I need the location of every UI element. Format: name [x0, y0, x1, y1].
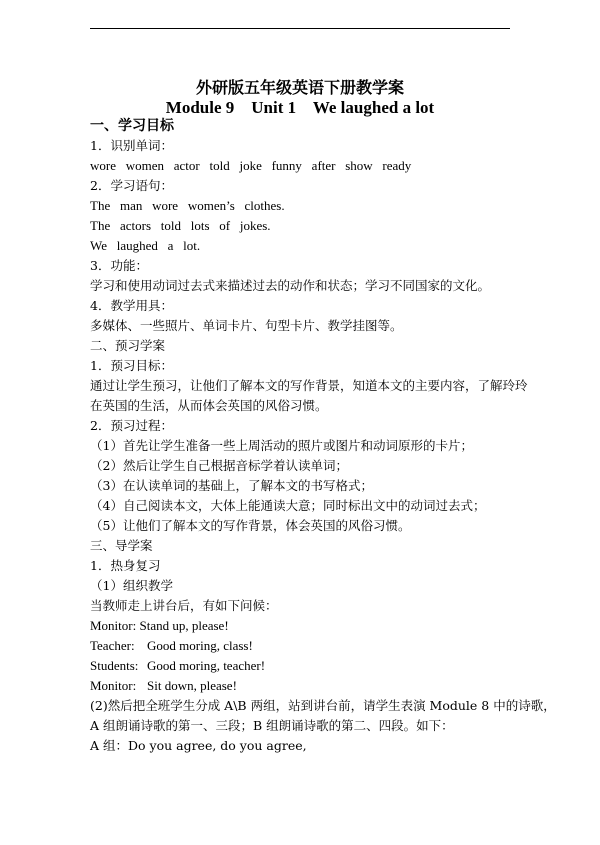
item-teaching-tools: 4．教学用具： — [90, 298, 173, 313]
dialog-speaker: Monitor: — [90, 678, 137, 693]
dialog-line — [90, 678, 237, 694]
section-heading-learning-goals: 一、学习目标 — [90, 118, 174, 134]
item-warm-up: 1．热身复习 — [90, 558, 161, 573]
item-word-recognition: 1．识别单词： — [90, 138, 173, 153]
dialog-speaker: Students: — [90, 658, 139, 673]
group-a-poem-line: A 组：Do you agree, do you agree, — [90, 738, 307, 753]
preview-goal-line-1: 通过让学生预习，让他们了解本文的写作背景，知道本文的主要内容，了解玲玲 — [90, 378, 528, 393]
process-step-5: （5）让他们了解本文的写作背景，体会英国的风俗习惯。 — [90, 518, 411, 533]
group-instruction-line-2: A 组朗诵诗歌的第一、三段；B 组朗诵诗歌的第二、四段。如下： — [90, 718, 454, 733]
dialog-speaker: Monitor: — [90, 618, 137, 633]
dialog-text: Stand up, please! — [139, 618, 229, 633]
item-function: 3．功能： — [90, 258, 148, 273]
dialog-line — [90, 658, 265, 674]
dialog-text: Good moring, class! — [147, 638, 253, 653]
dialog-text: Sit down, please! — [147, 678, 237, 693]
section-heading-preview: 二、预习学案 — [90, 338, 166, 353]
sentence-1: The man wore women’s clothes. — [90, 198, 285, 213]
process-step-1: （1）首先让学生准备一些上周活动的照片或图片和动词原形的卡片； — [90, 438, 473, 453]
process-step-3: （3）在认读单词的基础上，了解本文的书写格式； — [90, 478, 373, 493]
preview-goal-line-2: 在英国的生活，从而体会英国的风俗习惯。 — [90, 398, 328, 413]
page-title: 外研版五年级英语下册教学案 — [195, 78, 404, 97]
section-heading-guide: 三、导学案 — [90, 538, 153, 553]
vocabulary-list: wore women actor told joke funny after show ready — [90, 158, 412, 173]
item-preview-goal: 1．预习目标： — [90, 358, 173, 373]
sentence-2: The actors told lots of jokes. — [90, 218, 271, 233]
process-step-2: （2）然后让学生自己根据音标学着认读单词； — [90, 458, 348, 473]
item-sentences: 2．学习语句： — [90, 178, 173, 193]
dialog-line — [90, 638, 253, 654]
group-instruction-line-1: (2)然后把全班学生分成 A\B 两组，站到讲台前，请学生表演 Module 8 中的诗歌， — [90, 698, 556, 713]
process-step-4: （4）自己阅读本文，大体上能通读大意；同时标出文中的动词过去式； — [90, 498, 486, 513]
dialog-text: Good moring, teacher! — [147, 658, 266, 673]
page-subtitle — [0, 98, 600, 118]
header-rule — [90, 28, 510, 29]
greeting-intro: 当教师走上讲台后，有如下问候： — [90, 598, 278, 613]
dialog-line — [90, 618, 229, 634]
item-preview-process: 2．预习过程： — [90, 418, 173, 433]
function-text: 学习和使用动词过去式来描述过去的动作和状态；学习不同国家的文化。 — [90, 278, 491, 293]
dialog-speaker: Teacher: — [90, 638, 135, 653]
subtitle-text: Module 9 Unit 1 We laughed a lot — [165, 98, 435, 117]
teaching-tools-text: 多媒体、一些照片、单词卡片、句型卡片、教学挂图等。 — [90, 318, 403, 333]
item-organize-teaching: （1）组织教学 — [90, 578, 173, 593]
sentence-3: We laughed a lot. — [90, 238, 201, 253]
